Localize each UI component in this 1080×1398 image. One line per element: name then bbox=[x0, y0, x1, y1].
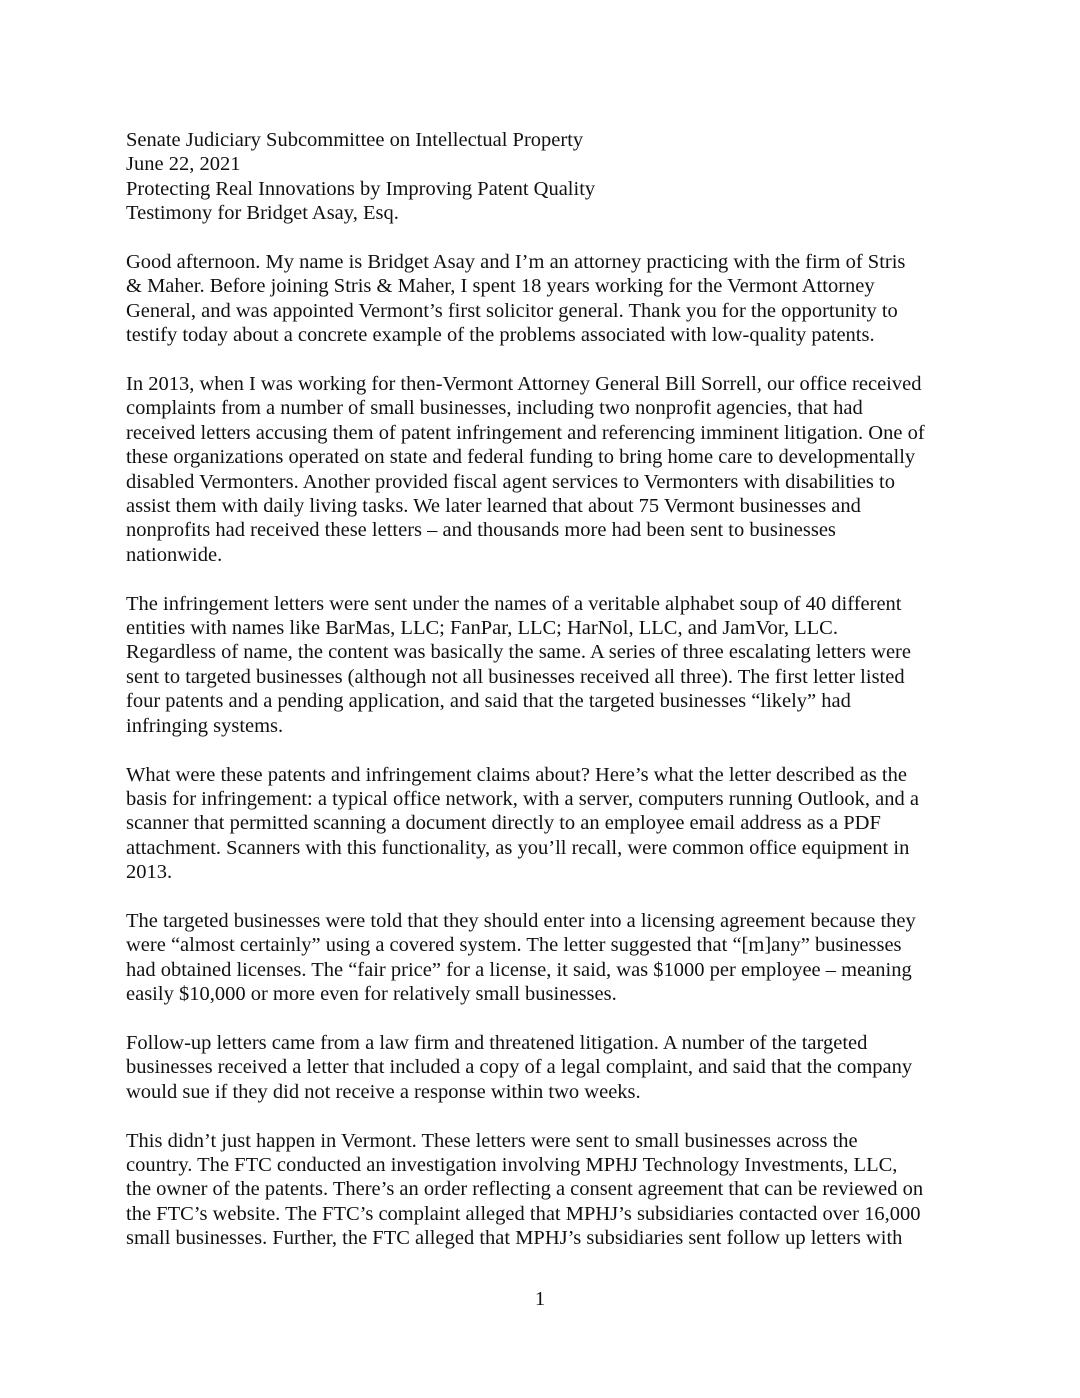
paragraph-patent-claims bbox=[126, 763, 958, 885]
paragraph-infringement-letters bbox=[126, 592, 958, 738]
text-line: received letters accusing them of patent infringement and referencing imminent litigation. One of bbox=[126, 421, 925, 444]
text-line: disabled Vermonters. Another provided fiscal agent services to Vermonters with disabilities to bbox=[126, 470, 895, 493]
page-number: 1 bbox=[534, 1288, 546, 1310]
text-line: testify today about a concrete example of the problems associated with low-quality patents. bbox=[126, 324, 875, 347]
text-line: easily $10,000 or more even for relatively small businesses. bbox=[126, 983, 617, 1006]
document-header bbox=[126, 128, 958, 226]
text-line: The infringement letters were sent under the names of a veritable alphabet soup of 40 different bbox=[126, 592, 902, 615]
text-line: infringing systems. bbox=[126, 714, 284, 737]
text-line: basis for infringement: a typical office network, with a server, computers running Outlook, and a bbox=[126, 787, 919, 810]
text-line: This didn’t just happen in Vermont. These letters were sent to small businesses across the bbox=[126, 1129, 858, 1152]
text-line: were “almost certainly” using a covered system. The letter suggested that “[m]any” businesses bbox=[126, 934, 902, 957]
text-line: entities with names like BarMas, LLC; FanPar, LLC; HarNol, LLC, and JamVor, LLC. bbox=[126, 617, 838, 640]
header-testimony-title: Testimony for Bridget Asay, Esq. bbox=[126, 202, 399, 225]
text-line: had obtained licenses. The “fair price” for a license, it said, was $1000 per employee – meaning bbox=[126, 958, 912, 981]
header-hearing-title: Protecting Real Innovations by Improving Patent Quality bbox=[126, 177, 596, 200]
text-line: Regardless of name, the content was basically the same. A series of three escalating letters were bbox=[126, 641, 911, 664]
text-line: scanner that permitted scanning a document directly to an employee email address as a PDF bbox=[126, 812, 881, 835]
paragraph-licensing bbox=[126, 909, 958, 1007]
text-line: sent to targeted businesses (although not all businesses received all three). The first letter listed bbox=[126, 665, 905, 688]
text-line: these organizations operated on state and federal funding to bring home care to developmentally bbox=[126, 446, 916, 469]
text-line: In 2013, when I was working for then-Vermont Attorney General Bill Sorrell, our office received bbox=[126, 373, 922, 396]
text-line: Follow-up letters came from a law firm and threatened litigation. A number of the targeted bbox=[126, 1031, 868, 1054]
text-line: & Maher. Before joining Stris & Maher, I spent 18 years working for the Vermont Attorney bbox=[126, 275, 875, 298]
text-line: assist them with daily living tasks. We later learned that about 75 Vermont businesses and bbox=[126, 495, 861, 518]
text-line: the FTC’s website. The FTC’s complaint alleged that MPHJ’s subsidiaries contacted over 16,000 bbox=[126, 1202, 921, 1225]
text-line: General, and was appointed Vermont’s first solicitor general. Thank you for the opportunity to bbox=[126, 299, 898, 322]
text-line: businesses received a letter that included a copy of a legal complaint, and said that the company bbox=[126, 1056, 913, 1079]
header-date: June 22, 2021 bbox=[126, 153, 241, 176]
document-body bbox=[126, 128, 958, 1275]
text-line: country. The FTC conducted an investigation involving MPHJ Technology Investments, LLC, bbox=[126, 1153, 898, 1176]
text-line: 2013. bbox=[126, 861, 173, 884]
text-line: nonprofits had received these letters – and thousands more had been sent to businesses bbox=[126, 519, 836, 542]
paragraph-ftc bbox=[126, 1129, 958, 1251]
paragraph-follow-up bbox=[126, 1031, 958, 1104]
text-line: What were these patents and infringement claims about? Here’s what the letter described as the bbox=[126, 763, 907, 786]
paragraph-complaints bbox=[126, 372, 958, 567]
text-line: complaints from a number of small businesses, including two nonprofit agencies, that had bbox=[126, 397, 863, 420]
text-line: Good afternoon. My name is Bridget Asay and I’m an attorney practicing with the firm of Stris bbox=[126, 251, 906, 274]
text-line: The targeted businesses were told that they should enter into a licensing agreement because they bbox=[126, 909, 916, 932]
text-line: small businesses. Further, the FTC alleged that MPHJ’s subsidiaries sent follow up letters with bbox=[126, 1227, 903, 1250]
text-line: the owner of the patents. There’s an order reflecting a consent agreement that can be reviewed on bbox=[126, 1178, 924, 1201]
header-committee: Senate Judiciary Subcommittee on Intellectual Property bbox=[126, 129, 584, 151]
text-line: attachment. Scanners with this functionality, as you’ll recall, were common office equipment in bbox=[126, 836, 910, 859]
text-line: nationwide. bbox=[126, 543, 223, 566]
paragraph-introduction bbox=[126, 250, 958, 348]
text-line: would sue if they did not receive a response within two weeks. bbox=[126, 1080, 641, 1103]
text-line: four patents and a pending application, and said that the targeted businesses “likely” had bbox=[126, 690, 851, 713]
